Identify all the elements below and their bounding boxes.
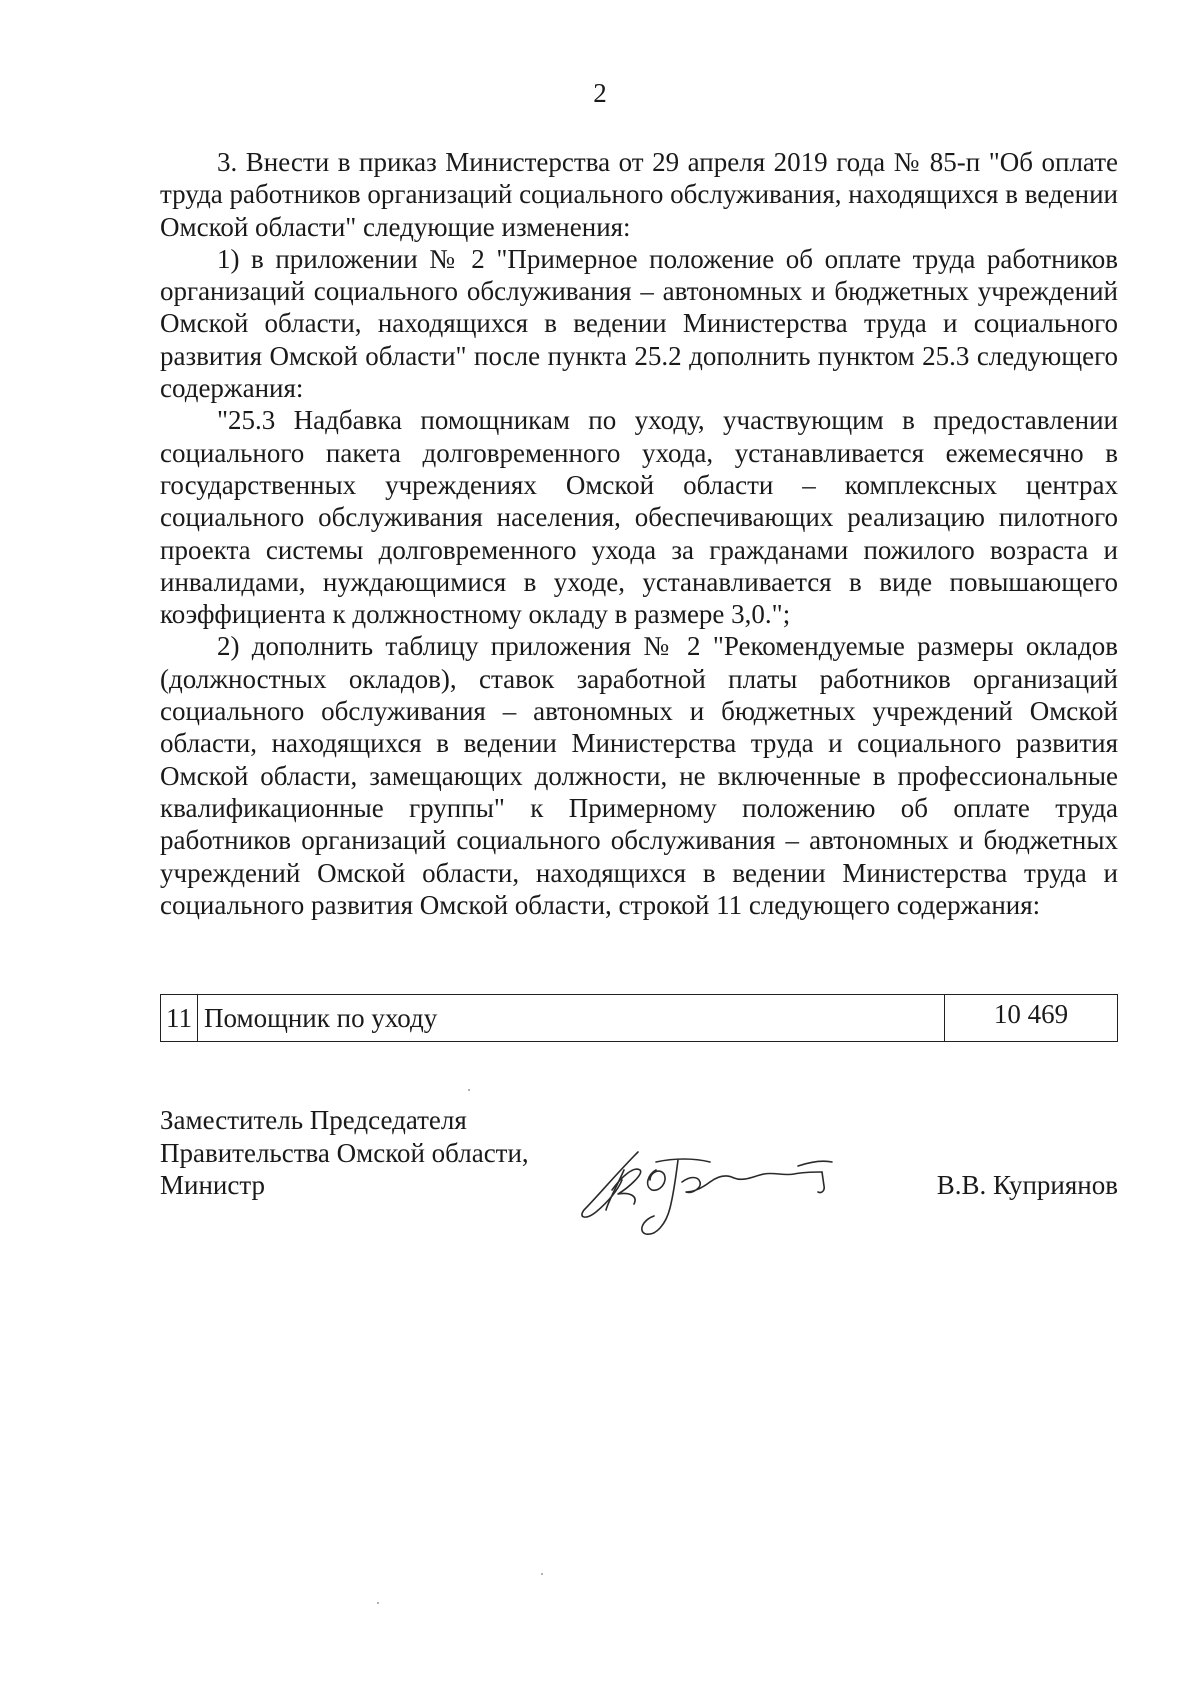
scan-speck <box>468 1089 470 1091</box>
paragraph-quote-25-3: "25.3 Надбавка помощникам по уходу, участвующим в предоставлении социального пакета долговременного ухода, устанавливается ежемесячно в государственных учреждениях Омской области – комплексных центрах социального обслуживания населения, обеспечивающих реализацию пилотного проекта системы долговременного ухода за гражданами пожилого возраста и инвалидами, нуждающимися в уходе, устанавливается в виде повышающего коэффициента к должностному окладу в размере 3,0."; <box>160 405 1118 630</box>
signer-title-line: Заместитель Председателя <box>160 1105 467 1135</box>
paragraph-subitem-1: 1) в приложении № 2 "Примерное положение об оплате труда работников организаций социального обслуживания – автономных и бюджетных учреждений Омской области, находящихся в ведении Министерства труда и социального развития Омской области" после пункта 25.2 дополнить пунктом 25.3 следующего содержания: <box>160 243 1118 404</box>
signer-title <box>160 1104 529 1202</box>
paragraph-item-3: 3. Внести в приказ Министерства от 29 апреля 2019 года № 85-п "Об оплате труда работников организаций социального обслуживания, находящихся в ведении Омской области" следующие изменения: <box>160 147 1118 242</box>
handwritten-signature <box>578 1132 858 1244</box>
paragraph-subitem-2: 2) дополнить таблицу приложения № 2 "Рекомендуемые размеры окладов (должностных окладов), ставок заработной платы работников организаций социального обслуживания – автономных и бюджетных учреждений Омской области, находящихся в ведении Министерства труда и социального развития Омской области, замещающих должности, не включенные в профессиональные квалификационные группы" к Примерному положению об оплате труда работников организаций социального обслуживания – автономных и бюджетных учреждений Омской области, находящихся в ведении Министерства труда и социального развития Омской области, строкой 11 следующего содержания: <box>160 631 1118 920</box>
signer-name: В.В. Куприянов <box>936 1170 1118 1200</box>
row-number-cell: 11 <box>161 995 198 1042</box>
page-number: 2 <box>593 78 607 108</box>
document-body <box>160 146 1118 921</box>
scan-speck <box>541 1573 543 1575</box>
salary-cell: 10 469 <box>945 995 1118 1042</box>
signer-title-line: Правительства Омской области, <box>160 1137 529 1168</box>
table-row <box>161 995 1118 1042</box>
signer-title-line: Министр <box>160 1170 265 1200</box>
scan-speck <box>377 1602 379 1604</box>
salary-table <box>160 994 1118 1042</box>
position-cell: Помощник по уходу <box>198 995 945 1042</box>
